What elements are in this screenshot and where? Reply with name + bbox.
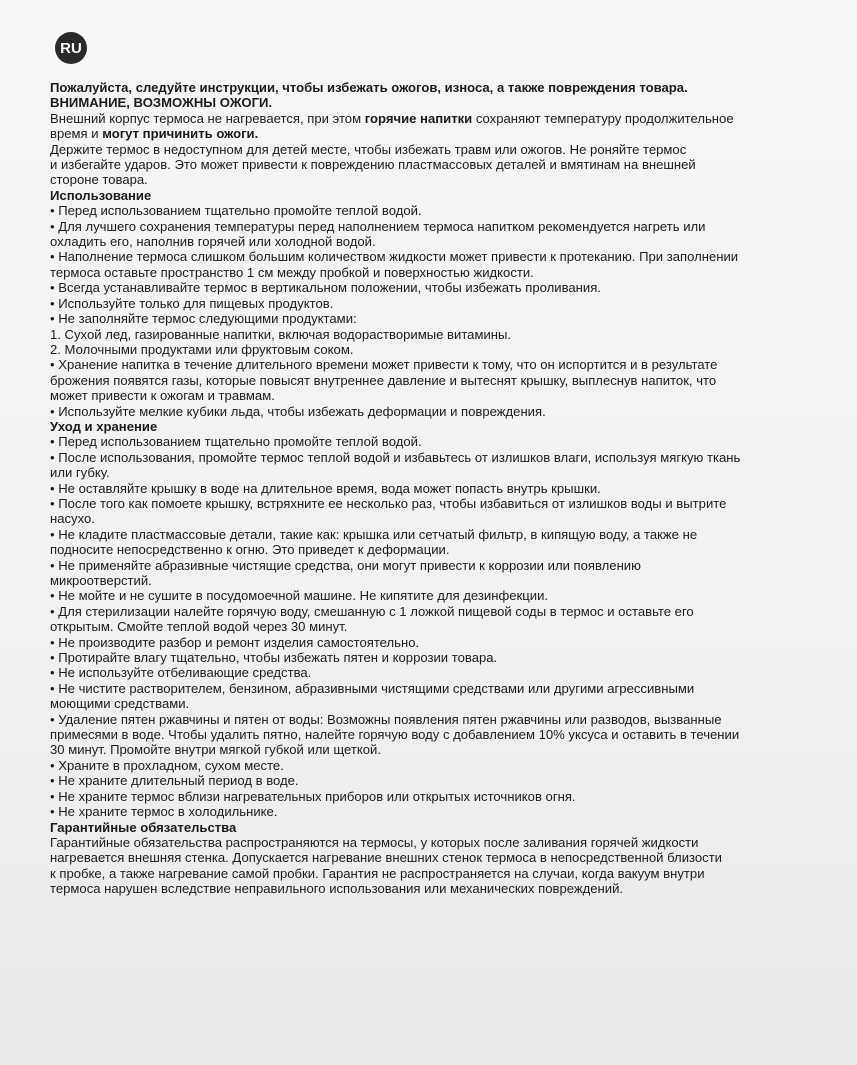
text-line: подносите непосредственно к огню. Это приведет к деформации. bbox=[50, 542, 450, 558]
text-line: примесями в воде. Чтобы удалить пятно, налейте горячую воду с добавлением 10% уксуса и оставить в течении bbox=[50, 727, 740, 743]
warning-line: ВНИМАНИЕ, ВОЗМОЖНЫ ОЖОГИ. bbox=[50, 95, 273, 111]
language-badge: RU bbox=[55, 32, 87, 64]
text-line: • Храните в прохладном, сухом месте. bbox=[50, 757, 284, 773]
text-span-bold: горячие напитки bbox=[364, 110, 473, 126]
text-line: 2. Молочными продуктами или фруктовым соком. bbox=[50, 341, 354, 357]
text-span-bold: могут причинить ожоги. bbox=[102, 126, 259, 142]
text-line: • Для стерилизации налейте горячую воду, смешанную с 1 ложкой пищевой соды в термос и оставьте его bbox=[50, 603, 694, 619]
text-line: • Не мойте и не сушите в посудомоечной машине. Не кипятите для дезинфекции. bbox=[50, 588, 549, 604]
intro-line: Пожалуйста, следуйте инструкции, чтобы избежать ожогов, износа, а также повреждения товара. bbox=[50, 80, 688, 95]
text-line: брожения появятся газы, которые повысят внутреннее давление и вытеснят крышку, выплеснув напиток, что bbox=[50, 372, 717, 388]
text-line: нагревается внешняя стенка. Допускается нагревание внешних стенок термоса в непосредственной близости bbox=[50, 850, 722, 866]
text-line: • Не кладите пластмассовые детали, такие как: крышка или сетчатый фильтр, в кипящую воду, а также не bbox=[50, 526, 698, 542]
instruction-text bbox=[50, 80, 830, 897]
text-line: • Используйте только для пищевых продуктов. bbox=[50, 295, 334, 311]
intro-line bbox=[50, 111, 830, 126]
text-line: • Не производите разбор и ремонт изделия самостоятельно. bbox=[50, 634, 420, 650]
text-line: 30 минут. Промойте внутри мягкой губкой или щеткой. bbox=[50, 742, 381, 758]
section-heading-warranty: Гарантийные обязательства bbox=[50, 819, 237, 835]
text-line: к пробке, а также нагревание самой пробки. Гарантия не распространяется на случаи, когда вакуум внутри bbox=[50, 865, 705, 881]
text-span: время и bbox=[50, 126, 103, 142]
text-line: • Для лучшего сохранения температуры перед наполнением термоса напитком рекомендуется нагреть или bbox=[50, 218, 706, 234]
text-span: Внешний корпус термоса не нагревается, при этом bbox=[50, 110, 365, 126]
intro-line: и избегайте ударов. Это может привести к повреждению пластмассовых деталей и вмятинам на внешней bbox=[50, 157, 696, 173]
text-line: • Хранение напитка в течение длительного времени может привести к тому, что он испортится и в результате bbox=[50, 357, 718, 373]
text-line: • Наполнение термоса слишком большим количеством жидкости может привести к протеканию. При заполнении bbox=[50, 249, 739, 265]
text-line: • Всегда устанавливайте термос в вертикальном положении, чтобы избежать проливания. bbox=[50, 280, 601, 296]
section-heading-usage: Использование bbox=[50, 187, 152, 203]
text-line: • Перед использованием тщательно промойте теплой водой. bbox=[50, 434, 422, 450]
text-line: Гарантийные обязательства распространяются на термосы, у которых после заливания горячей жидкости bbox=[50, 834, 699, 850]
text-line: • Протирайте влагу тщательно, чтобы избежать пятен и коррозии товара. bbox=[50, 650, 498, 666]
intro-line: Держите термос в недоступном для детей месте, чтобы избежать травм или ожогов. Не роняйте термос bbox=[50, 141, 687, 157]
text-line: • После использования, промойте термос теплой водой и избавьтесь от излишков влаги, используя мягкую ткань bbox=[50, 449, 741, 465]
text-line: или губку. bbox=[50, 465, 110, 481]
text-line: • Не чистите растворителем, бензином, абразивными чистящими средствами или другими агрессивными bbox=[50, 680, 695, 696]
text-line: • Удаление пятен ржавчины и пятен от воды: Возможны появления пятен ржавчины или разводов, вызванные bbox=[50, 711, 722, 727]
text-line: открытым. Смойте теплой водой через 30 минут. bbox=[50, 619, 348, 635]
text-line: термоса оставьте пространство 1 см между пробкой и поверхностью жидкости. bbox=[50, 264, 534, 280]
text-line: • Не храните термос вблизи нагревательных приборов или открытых источников огня. bbox=[50, 788, 576, 804]
section-heading-care: Уход и хранение bbox=[50, 418, 158, 434]
text-line: охладить его, наполнив горячей или холодной водой. bbox=[50, 234, 376, 250]
text-line: • Не применяйте абразивные чистящие средства, они могут привести к коррозии или появлению bbox=[50, 557, 641, 573]
text-line: • Перед использованием тщательно промойте теплой водой. bbox=[50, 203, 422, 219]
text-span: сохраняют температуру продолжительное bbox=[472, 110, 734, 126]
intro-line bbox=[50, 126, 830, 141]
text-line: • Используйте мелкие кубики льда, чтобы избежать деформации и повреждения. bbox=[50, 403, 546, 419]
text-line: • Не храните термос в холодильнике. bbox=[50, 804, 278, 820]
text-line: • Не оставляйте крышку в воде на длительное время, вода может попасть внутрь крышки. bbox=[50, 480, 601, 496]
text-line: 1. Сухой лед, газированные напитки, включая водорастворимые витамины. bbox=[50, 326, 512, 342]
text-line: • Не заполняйте термос следующими продуктами: bbox=[50, 311, 357, 327]
text-line: • Не используйте отбеливающие средства. bbox=[50, 665, 312, 681]
text-line: может привести к ожогам и травмам. bbox=[50, 388, 275, 404]
text-line: термоса нарушен вследствие неправильного использования или механических повреждений. bbox=[50, 881, 624, 897]
text-line: микроотверстий. bbox=[50, 573, 152, 588]
intro-line: стороне товара. bbox=[50, 172, 148, 188]
text-line: насухо. bbox=[50, 511, 95, 527]
text-line: • После того как помоете крышку, встряхните ее несколько раз, чтобы избавиться от излишков воды и вытрите bbox=[50, 495, 727, 511]
text-line: • Не храните длительный период в воде. bbox=[50, 773, 299, 789]
text-line: моющими средствами. bbox=[50, 696, 190, 712]
